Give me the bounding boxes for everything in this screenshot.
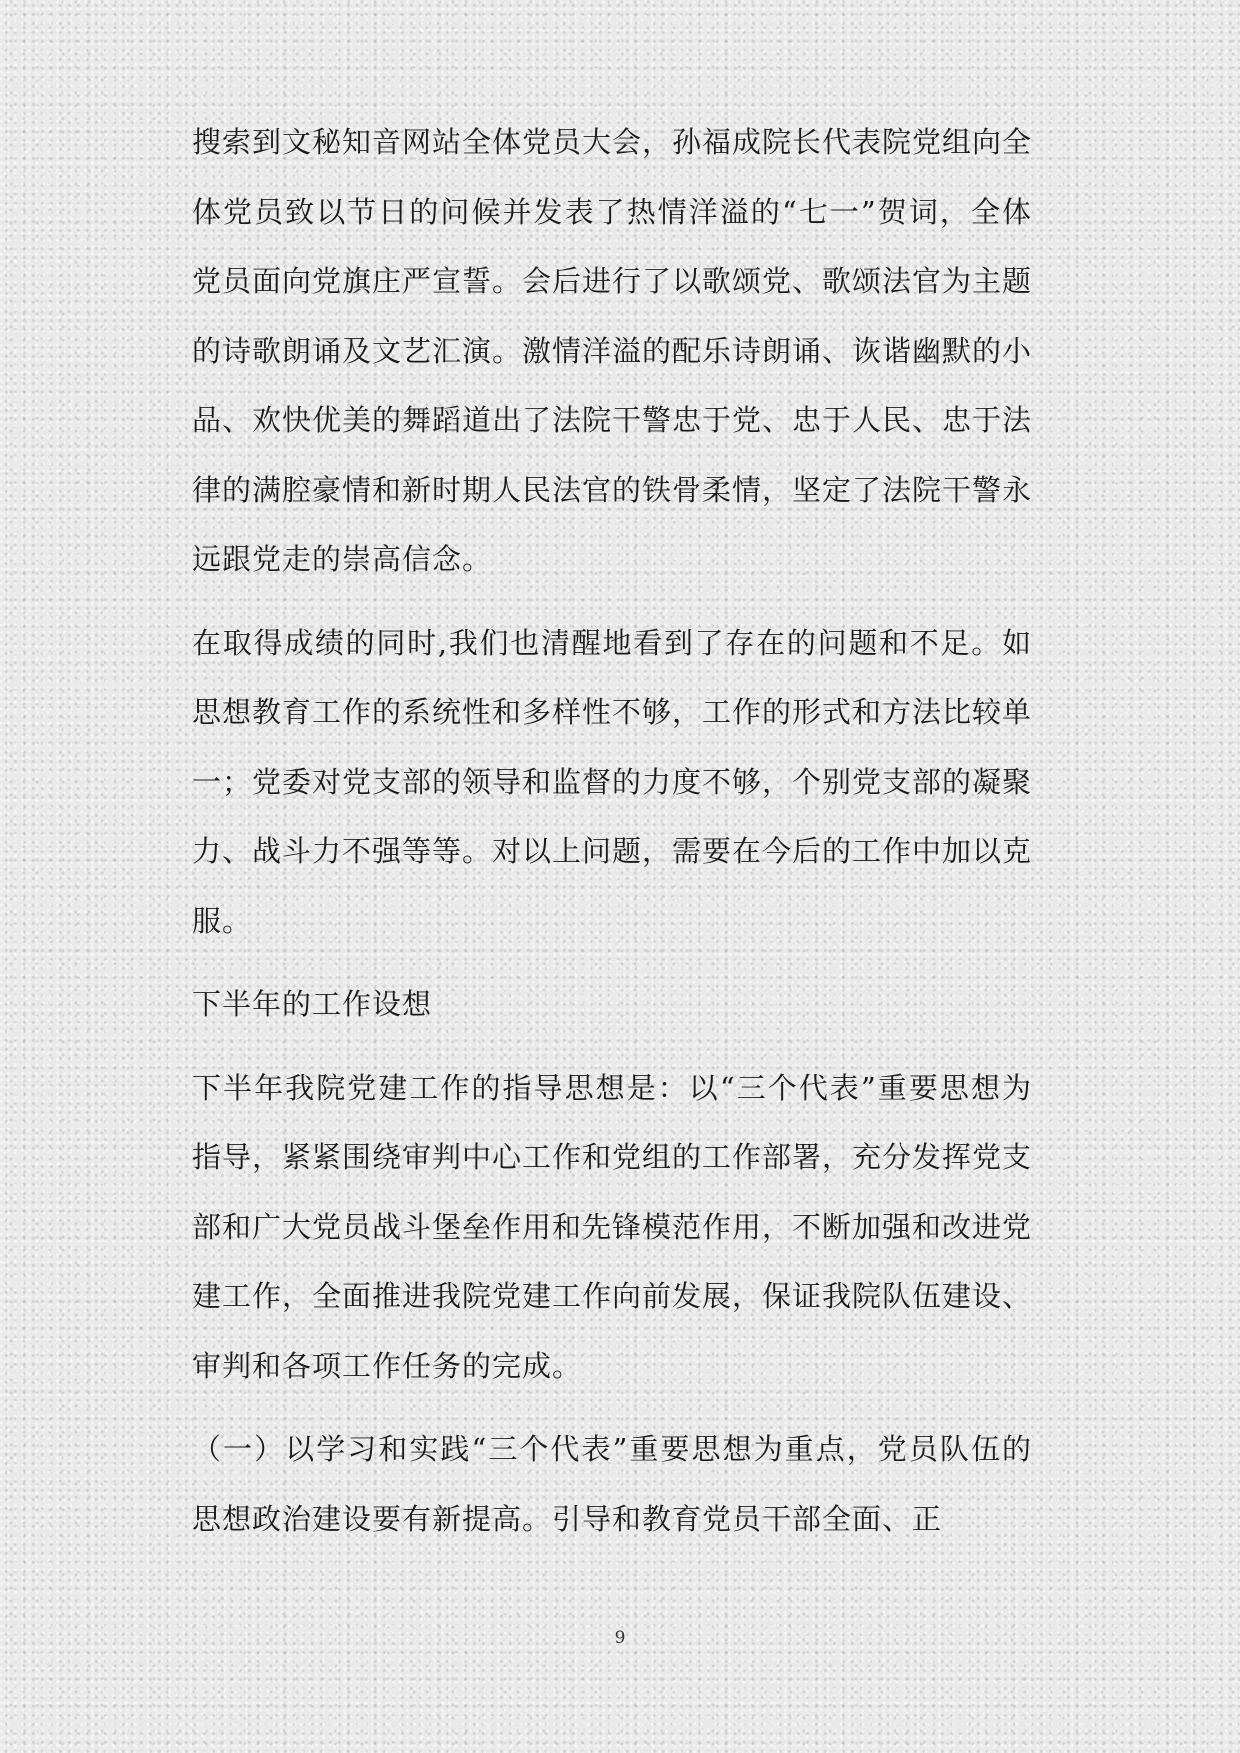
section-heading: 下半年的工作设想 (192, 987, 433, 1021)
paragraph-shortcomings: 在取得成绩的同时,我们也清醒地看到了存在的问题和不足。如思想教育工作的系统性和多样性不够，工作的形式和方法比较单一；党委对党支部的领导和监督的力度不够，个别党支部的凝聚力、战斗力不强等等。对以上问题，需要在今后的工作中加以克服。 (192, 625, 1033, 938)
paragraph-gap (192, 1040, 1032, 1054)
paragraph-party-meeting: 搜索到文秘知音网站全体党员大会，孙福成院长代表院党组向全体党员致以节日的问候并发表了热情洋溢的“七一”贺词，全体党员面向党旗庄严宣誓。会后进行了以歌颂党、歌颂法官为主题的诗歌朗诵及文艺汇演。激情洋溢的配乐诗朗诵、诙谐幽默的小品、欢快优美的舞蹈道出了法院干警忠于党、忠于人民、忠于法律的满腔豪情和新时期人民法官的铁骨柔情，坚定了法院干警永远跟党走的崇高信念。 (192, 125, 1033, 576)
page-number: 9 (614, 1628, 626, 1648)
paragraph-gap (192, 595, 1032, 609)
paragraph-gap (192, 1401, 1032, 1415)
paragraph-guiding-ideology: 下半年我院党建工作的指导思想是：以“三个代表”重要思想为指导，紧紧围绕审判中心工作和党组的工作部署，充分发挥党支部和广大党员战斗堡垒作用和先锋模范作用，不断加强和改进党建工作，全面推进我院党建工作向前发展，保证我院队伍建设、审判和各项工作任务的完成。 (192, 1070, 1033, 1383)
document-body (192, 108, 1032, 1554)
paragraph-gap (192, 956, 1032, 970)
paragraph-item-one: （一）以学习和实践“三个代表”重要思想为重点，党员队伍的思想政治建设要有新提高。引导和教育党员干部全面、正 (192, 1432, 1032, 1536)
